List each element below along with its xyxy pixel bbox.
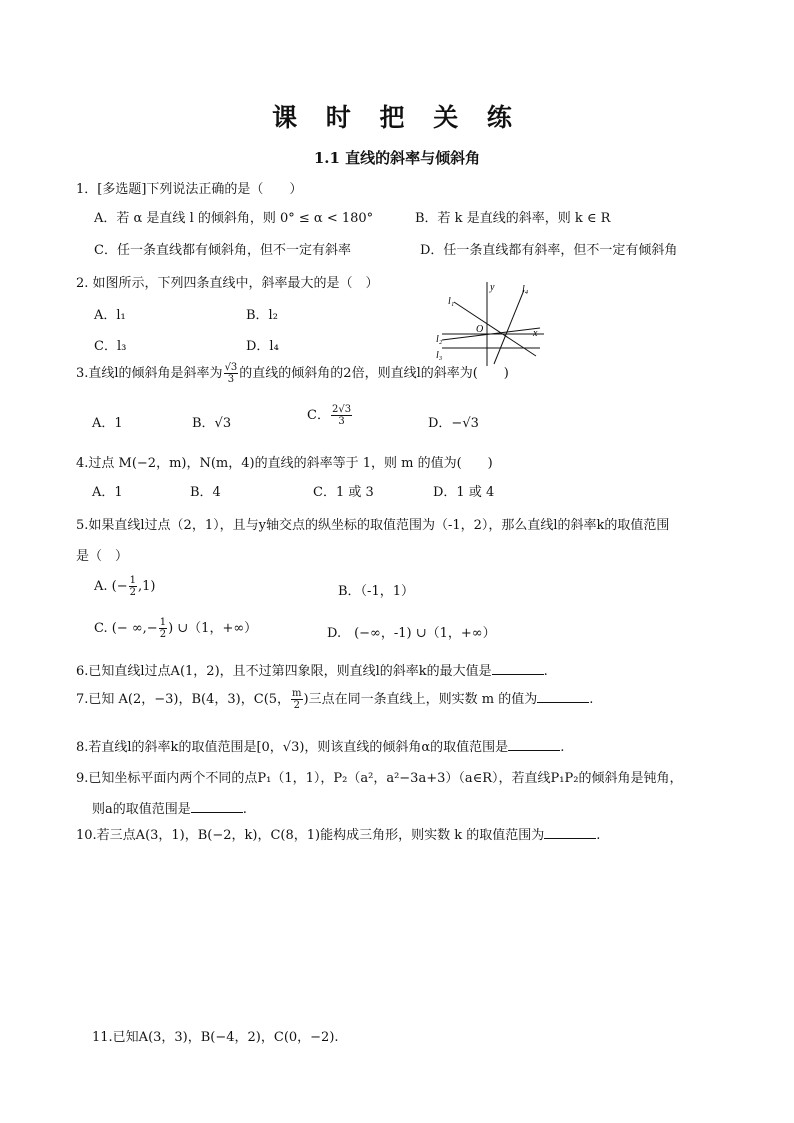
question-9-end: . xyxy=(242,802,247,817)
question-7-point-c-start: (5， xyxy=(263,692,291,707)
line-label-3: l₃ xyxy=(436,350,443,361)
question-9-answer-blank xyxy=(191,800,243,813)
question-10-stem: 10.若三点A(3，1)，B(−2，k)，C(8，1)能构成三角形，则实数 k 的取值范围为 xyxy=(76,828,545,843)
question-5-option-d: D. (−∞，-1) ∪（1，+∞） xyxy=(327,626,496,641)
question-5-option-b: B．（-1，1） xyxy=(338,584,414,599)
question-2-option-c: C．l₃ xyxy=(94,339,127,354)
question-7-fraction-denominator: 2 xyxy=(293,700,300,711)
question-3-option-d: D．−√3 xyxy=(428,416,479,431)
question-3-option-c-numerator: 2√3 xyxy=(331,404,352,415)
line-label-1: l₁ xyxy=(448,296,455,307)
line-label-2: l₂ xyxy=(436,334,443,345)
question-5-option-c-numerator: 1 xyxy=(159,617,167,628)
question-5-stem-line-1: 5.如果直线l过点（2，1），且与y轴交点的纵坐标的取值范围为（-1，2），那么直线l的斜率k的取值范围 xyxy=(76,518,670,533)
question-3-option-c xyxy=(307,404,353,427)
question-1-option-b: B．若 k 是直线的斜率，则 k ∈ R xyxy=(415,211,611,226)
question-5-option-a-start: A. (− xyxy=(94,579,128,594)
question-7-fraction-numerator: m xyxy=(292,688,302,699)
question-1-option-d: D．任一条直线都有斜率，但不一定有倾斜角 xyxy=(420,243,678,258)
question-5-option-a-denominator: 2 xyxy=(129,587,136,598)
line-l4 xyxy=(494,290,524,364)
page-title: 课 时 把 关 练 xyxy=(272,103,522,132)
question-11-stem: 11.已知A(3，3)，B(−4，2)，C(0，−2). xyxy=(92,1030,339,1045)
question-4-option-b: B．4 xyxy=(190,485,221,500)
question-5-option-c-end: ) ∪（1，+∞） xyxy=(168,621,258,636)
question-7-end: . xyxy=(589,692,594,707)
question-5-option-a-numerator: 1 xyxy=(129,575,136,586)
question-9-line-1: 9.已知坐标平面内两个不同的点P₁（1，1），P₂（a²，a²−3a+3）（a∈R），若直线P₁P₂的倾斜角是钝角， xyxy=(76,771,683,786)
question-3-stem-start: 3.直线l的倾斜角是斜率为 xyxy=(76,366,223,381)
question-7-answer-blank xyxy=(537,690,589,703)
question-1-option-c: C．任一条直线都有倾斜角，但不一定有斜率 xyxy=(94,243,351,258)
question-5-stem-line-2: 是（ ） xyxy=(76,549,129,564)
origin-label: O xyxy=(476,324,484,335)
line-label-4: l₄ xyxy=(522,284,529,295)
question-4-option-d: D．1 或 4 xyxy=(433,485,495,500)
question-1-option-a: A．若 α 是直线 l 的倾斜角，则 0° ≤ α < 180° xyxy=(94,211,374,226)
section-subtitle: 1.1 直线的斜率与倾斜角 xyxy=(313,149,481,167)
question-5-option-a xyxy=(94,575,155,598)
x-axis-label: x xyxy=(533,328,538,339)
question-3-option-c-label: C． xyxy=(307,408,330,423)
question-5-option-a-fraction xyxy=(129,575,137,598)
question-5-option-c-denominator: 2 xyxy=(159,629,167,640)
question-10 xyxy=(76,824,600,843)
question-3-option-c-denominator: 3 xyxy=(338,416,345,427)
question-2-option-a: A．l₁ xyxy=(94,308,126,323)
question-6-answer-blank xyxy=(492,662,544,675)
question-7-stem-start: 7.已知 A(2，−3)，B(4，3)，C xyxy=(76,692,264,707)
question-5-option-c xyxy=(94,617,257,640)
question-2-option-d: D．l₄ xyxy=(246,339,279,354)
question-8-answer-blank xyxy=(508,738,560,751)
question-6-end: . xyxy=(543,664,548,679)
question-6-stem: 6.已知直线l过点A(1，2)，且不过第四象限，则直线l的斜率k的最大值是 xyxy=(76,664,492,679)
question-7-point-c-end: ) xyxy=(303,692,309,707)
question-10-end: . xyxy=(596,828,601,843)
question-7-fraction xyxy=(291,688,302,711)
question-3-fraction-numerator: √3 xyxy=(224,362,238,373)
question-5-option-a-end: ,1) xyxy=(138,579,156,594)
question-1-stem: 1．[多选题]下列说法正确的是（ ） xyxy=(76,182,303,197)
question-3-fraction xyxy=(224,362,239,385)
slope-lines-figure xyxy=(432,278,548,368)
question-4-option-a: A．1 xyxy=(92,485,123,500)
question-3-option-a: A．1 xyxy=(92,416,123,431)
question-8 xyxy=(76,736,564,755)
question-9-stem-end: 则a的取值范围是 xyxy=(92,802,191,817)
question-3-option-c-fraction xyxy=(331,404,352,427)
question-3-fraction-denominator: 3 xyxy=(227,374,235,385)
question-6 xyxy=(76,660,548,679)
question-3-option-b: B．√3 xyxy=(192,416,232,431)
question-8-end: . xyxy=(560,740,565,755)
question-10-answer-blank xyxy=(544,826,596,839)
question-9-line-2 xyxy=(92,798,247,817)
question-2-stem: 2. 如图所示，下列四条直线中，斜率最大的是（ ） xyxy=(76,276,379,291)
question-3-stem xyxy=(76,362,509,385)
question-7-stem-end: 三点在同一条直线上，则实数 m 的值为 xyxy=(308,692,538,707)
question-4-option-c: C．1 或 3 xyxy=(313,485,374,500)
question-8-stem: 8.若直线l的斜率k的取值范围是[0，√3)，则该直线的倾斜角α的取值范围是 xyxy=(76,740,509,755)
question-7 xyxy=(76,688,593,711)
question-5-option-c-fraction xyxy=(159,617,167,640)
question-5-option-c-start: C. (− ∞,− xyxy=(94,621,158,636)
y-axis-label: y xyxy=(490,282,495,293)
question-3-stem-end: 的直线的倾斜角的2倍，则直线l的斜率为( ) xyxy=(239,366,509,381)
question-2-option-b: B．l₂ xyxy=(246,308,278,323)
question-4-stem: 4.过点 M(−2，m)，N(m，4)的直线的斜率等于 1，则 m 的值为( ) xyxy=(76,456,493,471)
